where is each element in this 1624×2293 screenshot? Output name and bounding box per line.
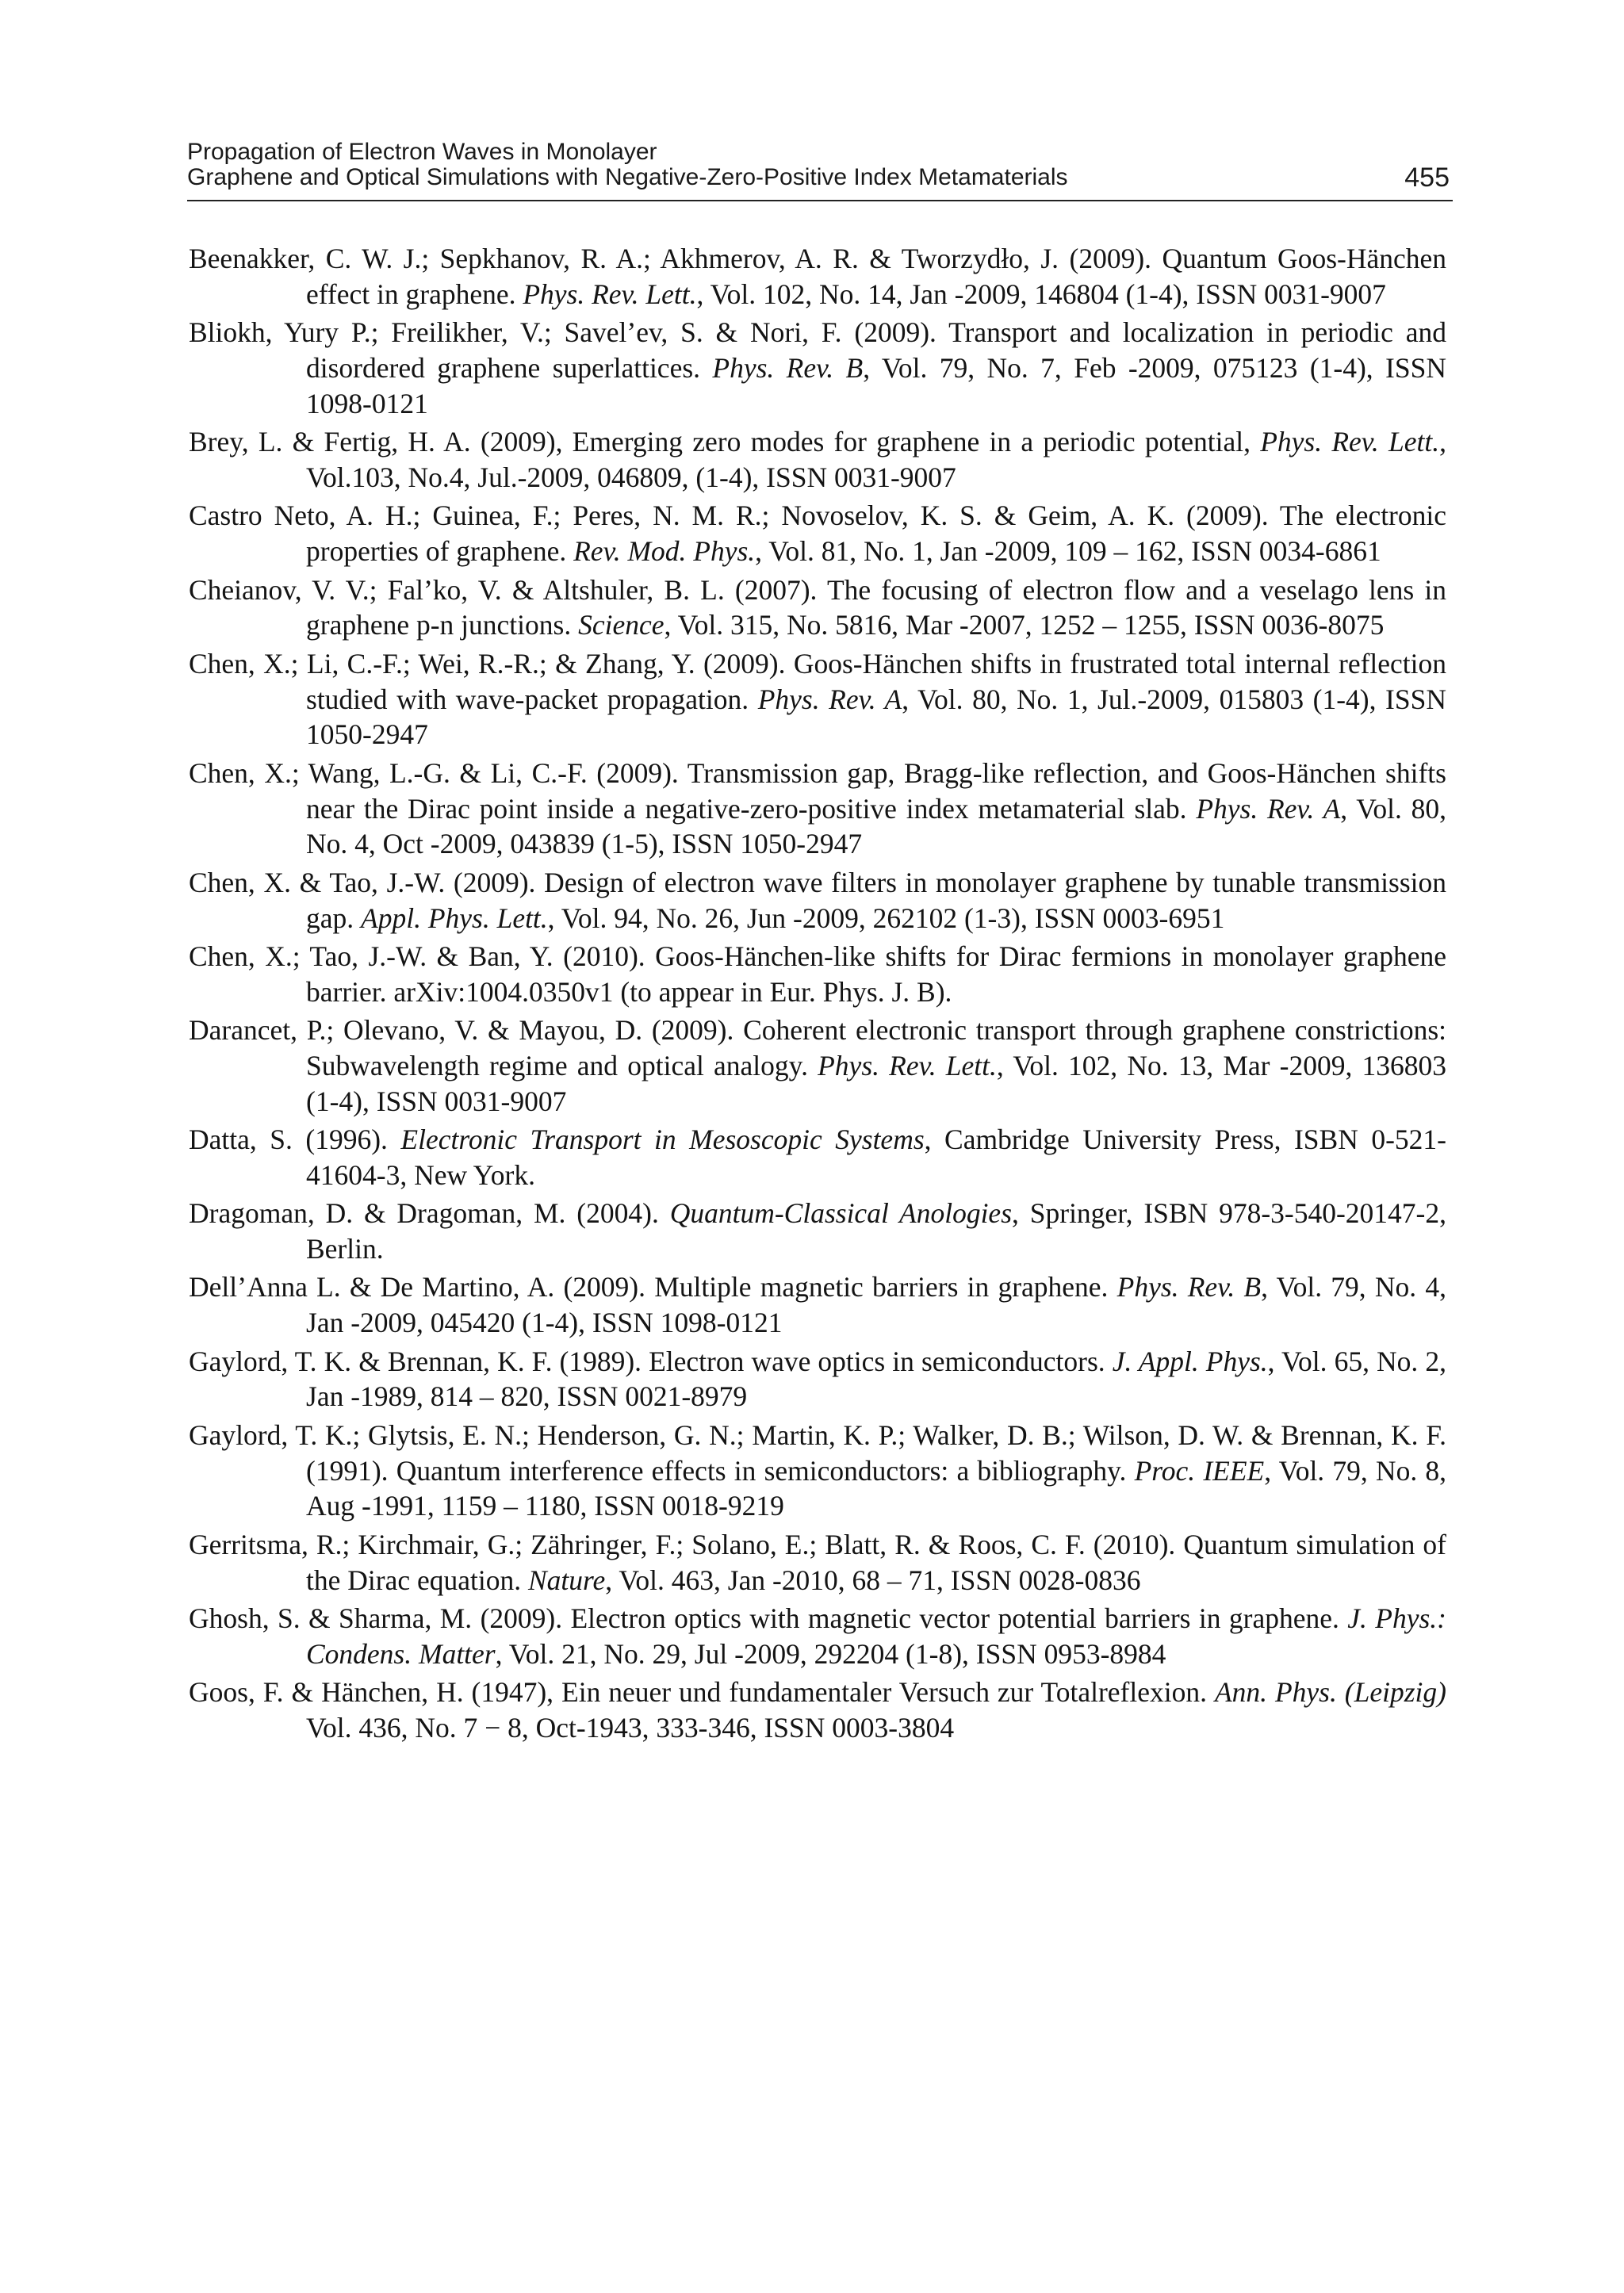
reference-list	[189, 241, 1446, 1748]
reference-details: , Vol. 463, Jan -2010, 68 – 71, ISSN 0028-0836	[605, 1564, 1141, 1596]
running-title-line-2: Graphene and Optical Simulations with Negative-Zero-Positive Index Metamaterials	[187, 164, 1068, 190]
reference-journal: Phys. Rev. B	[712, 351, 864, 384]
reference-journal: J. Phys.: Condens. Matter	[306, 1602, 1447, 1670]
reference-journal: Phys. Rev. Lett.	[818, 1049, 997, 1081]
reference-entry	[189, 865, 1446, 936]
reference-journal: J. Appl. Phys.	[1112, 1345, 1268, 1377]
reference-text: Castro Neto, A. H.; Guinea, F.; Peres, N. M. R.; Novoselov, K. S. & Geim, A. K. (2009). The electronic properties of graphene.	[189, 500, 1446, 568]
reference-text: Chen, X. & Tao, J.-W. (2009). Design of electron wave filters in monolayer graphene by tunable transmission gap.	[189, 866, 1446, 934]
reference-journal: Phys. Rev. Lett.	[523, 278, 697, 310]
reference-details: , Cambridge University Press, ISBN 0-521-41604-3, New York.	[306, 1124, 1447, 1191]
reference-details: , Vol. 79, No. 8, Aug -1991, 1159 – 1180, ISSN 0018-9219	[306, 1454, 1447, 1522]
reference-entry	[189, 1196, 1446, 1267]
running-title	[187, 140, 1068, 190]
reference-details: , Vol. 65, No. 2, Jan -1989, 814 – 820, ISSN 0021-8979	[306, 1345, 1446, 1413]
reference-entry	[189, 1675, 1446, 1746]
reference-text: Darancet, P.; Olevano, V. & Mayou, D. (2009). Coherent electronic transport through graphene constrictions: Subwavelength regime and optical analogy.	[189, 1014, 1446, 1081]
reference-text: Beenakker, C. W. J.; Sepkhanov, R. A.; Akhmerov, A. R. & Tworzydło, J. (2009). Quantum Goos-Hänchen effect in graphene.	[189, 243, 1446, 310]
reference-text: Dragoman, D. & Dragoman, M. (2004).	[189, 1197, 670, 1230]
reference-entry	[189, 315, 1446, 421]
reference-details: , Vol. 80, No. 4, Oct -2009, 043839 (1-5), ISSN 1050-2947	[306, 792, 1446, 860]
reference-details: , Vol. 79, No. 4, Jan -2009, 045420 (1-4), ISSN 1098-0121	[306, 1271, 1446, 1339]
reference-text: Bliokh, Yury P.; Freilikher, V.; Savel’ev, S. & Nori, F. (2009). Transport and localization in periodic and disordered graphene superlattices.	[189, 316, 1446, 384]
reference-entry	[189, 939, 1446, 1010]
reference-details: , Vol. 94, No. 26, Jun -2009, 262102 (1-3), ISSN 0003-6951	[547, 902, 1225, 934]
reference-entry	[189, 1122, 1446, 1193]
reference-entry	[189, 1344, 1446, 1415]
reference-text: Gaylord, T. K.; Glytsis, E. N.; Henderson, G. N.; Martin, K. P.; Walker, D. B.; Wilson, D. W. & Brennan, K. F. (1991). Quantum interference effects in semiconductors: a bibliography.	[189, 1418, 1446, 1487]
reference-entry	[189, 424, 1446, 496]
reference-journal: Proc. IEEE	[1134, 1454, 1265, 1487]
reference-entry	[189, 1601, 1446, 1672]
reference-text: Gaylord, T. K. & Brennan, K. F. (1989). Electron wave optics in semiconductors.	[189, 1345, 1113, 1377]
reference-entry	[189, 1013, 1446, 1119]
reference-entry	[189, 1418, 1446, 1524]
reference-entry	[189, 572, 1446, 644]
reference-details: , Vol. 102, No. 14, Jan -2009, 146804 (1-4), ISSN 0031-9007	[696, 278, 1386, 310]
reference-journal: Quantum-Classical Anologies	[669, 1197, 1013, 1230]
reference-text: Chen, X.; Li, C.-F.; Wei, R.-R.; & Zhang, Y. (2009). Goos-Hänchen shifts in frustrated total internal reflection studied with wave-packet propagation.	[189, 647, 1446, 715]
reference-text: Chen, X.; Tao, J.-W. & Ban, Y. (2010). Goos-Hänchen-like shifts for Dirac fermions in monolayer graphene barrier. arXiv:1004.0350v1 (to appear in Eur. Phys. J. B).	[189, 940, 1446, 1008]
reference-journal: Phys. Rev. A	[1196, 792, 1341, 825]
reference-text: Datta, S. (1996).	[189, 1124, 401, 1156]
reference-entry	[189, 498, 1446, 569]
reference-text: Cheianov, V. V.; Fal’ko, V. & Altshuler, B. L. (2007). The focusing of electron flow and a veselago lens in graphene p-n junctions.	[189, 573, 1446, 641]
reference-journal: Science	[578, 609, 665, 641]
running-title-line-1: Propagation of Electron Waves in Monolayer	[187, 139, 657, 165]
page-number: 455	[1404, 163, 1450, 193]
reference-journal: Rev. Mod. Phys.	[573, 535, 756, 568]
reference-entry	[189, 756, 1446, 862]
reference-journal: Electronic Transport in Mesoscopic Systems	[400, 1124, 925, 1156]
reference-text: Dell’Anna L. & De Martino, A. (2009). Multiple magnetic barriers in graphene.	[189, 1271, 1117, 1303]
reference-text: Chen, X.; Wang, L.-G. & Li, C.-F. (2009). Transmission gap, Bragg-like reflection, and Goos-Hänchen shifts near the Dirac point inside a negative-zero-positive index metamaterial slab.	[189, 756, 1446, 825]
reference-details: Vol. 436, No. 7 − 8, Oct-1943, 333-346, ISSN 0003-3804	[306, 1711, 955, 1744]
reference-entry	[189, 1527, 1446, 1598]
reference-entry	[189, 1269, 1446, 1341]
reference-details: , Vol. 79, No. 7, Feb -2009, 075123 (1-4), ISSN 1098-0121	[306, 351, 1446, 419]
reference-text: Goos, F. & Hänchen, H. (1947), Ein neuer und fundamentaler Versuch zur Totalreflexion.	[189, 1676, 1215, 1709]
reference-journal: Phys. Rev. Lett.	[1260, 426, 1440, 458]
reference-journal: Ann. Phys. (Leipzig)	[1214, 1676, 1446, 1709]
reference-details: , Vol. 21, No. 29, Jul -2009, 292204 (1-8), ISSN 0953-8984	[495, 1637, 1166, 1670]
reference-text: Brey, L. & Fertig, H. A. (2009), Emerging zero modes for graphene in a periodic potential,	[189, 426, 1261, 458]
page-header	[187, 140, 1453, 201]
reference-details: , Vol.103, No.4, Jul.-2009, 046809, (1-4), ISSN 0031-9007	[306, 426, 1446, 493]
reference-journal: Phys. Rev. B	[1116, 1271, 1262, 1303]
reference-entry	[189, 241, 1446, 312]
reference-journal: Appl. Phys. Lett.	[361, 902, 548, 934]
reference-journal: Nature	[527, 1564, 606, 1596]
reference-details: , Vol. 315, No. 5816, Mar -2007, 1252 – 1255, ISSN 0036-8075	[664, 609, 1385, 641]
reference-details: , Vol. 80, No. 1, Jul.-2009, 015803 (1-4), ISSN 1050-2947	[306, 683, 1446, 751]
reference-text: Ghosh, S. & Sharma, M. (2009). Electron optics with magnetic vector potential barriers in graphene.	[189, 1602, 1348, 1634]
reference-details: , Vol. 102, No. 13, Mar -2009, 136803 (1-4), ISSN 0031-9007	[306, 1049, 1447, 1117]
reference-details: , Springer, ISBN 978-3-540-20147-2, Berlin.	[306, 1197, 1446, 1265]
reference-text: Gerritsma, R.; Kirchmair, G.; Zähringer, F.; Solano, E.; Blatt, R. & Roos, C. F. (2010). Quantum simulation of the Dirac equation.	[189, 1528, 1446, 1596]
reference-entry	[189, 646, 1446, 752]
reference-details: , Vol. 81, No. 1, Jan -2009, 109 – 162, ISSN 0034-6861	[755, 535, 1381, 568]
reference-journal: Phys. Rev. A	[757, 683, 902, 715]
